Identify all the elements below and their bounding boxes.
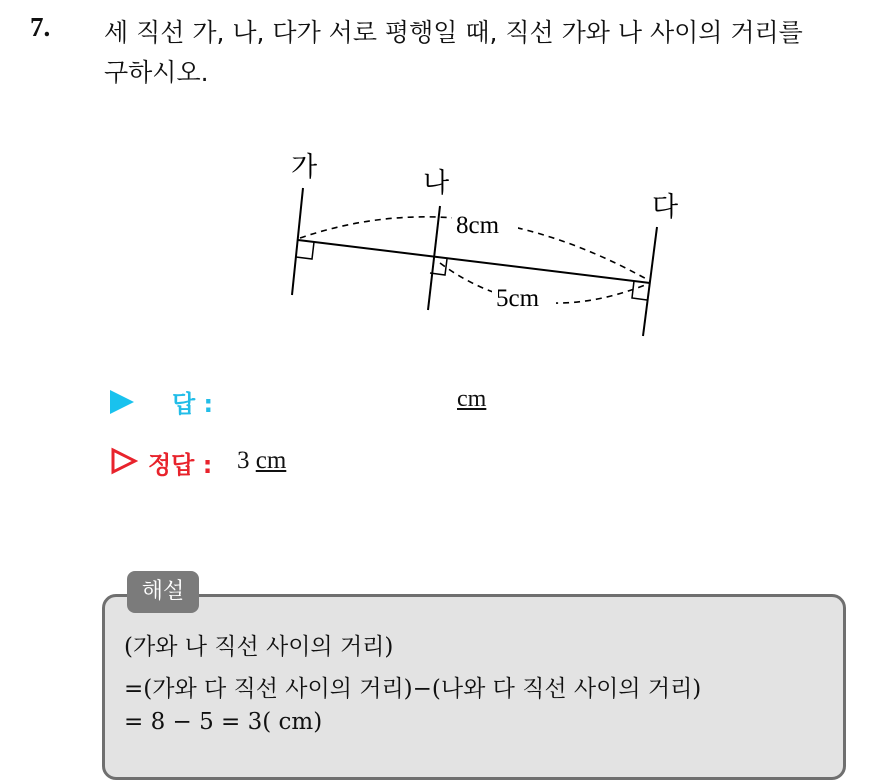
answer-unit: cm xyxy=(457,386,487,412)
explanation-tag: 해설 xyxy=(127,571,199,613)
explanation-line-1: (가와 나 직선 사이의 거리) xyxy=(124,634,394,660)
solution-value: 3 cm xyxy=(237,447,287,474)
question-line-1: 세 직선 가, 나, 다가 서로 평행일 때, 직선 가와 나 사이의 거리를 xyxy=(104,18,803,47)
right-angle-mark-ga xyxy=(296,242,314,259)
label-ga: 가 xyxy=(291,152,318,183)
measure-label-long: 8cm xyxy=(456,212,500,239)
measure-label-short: 5cm xyxy=(496,285,540,312)
label-na: 나 xyxy=(423,168,450,199)
explanation-line-3: = 8 − 5 = 3( cm) xyxy=(124,709,323,735)
play-arrow-icon xyxy=(110,390,134,414)
answer-row xyxy=(110,384,610,418)
right-angle-mark-da xyxy=(632,281,647,300)
answer-label: 답 : xyxy=(172,390,214,418)
label-da: 다 xyxy=(652,192,679,223)
outline-arrow-icon xyxy=(110,447,138,475)
question-line-2: 구하시오. xyxy=(104,58,209,87)
line-ga xyxy=(292,188,303,295)
solution-row xyxy=(110,444,610,480)
explanation-line-2: =(가와 다 직선 사이의 거리)−(나와 다 직선 사이의 거리) xyxy=(124,676,702,702)
question-number: 7. xyxy=(30,12,51,42)
perpendicular-segment xyxy=(298,240,650,283)
solution-label: 정답 : xyxy=(148,451,213,479)
